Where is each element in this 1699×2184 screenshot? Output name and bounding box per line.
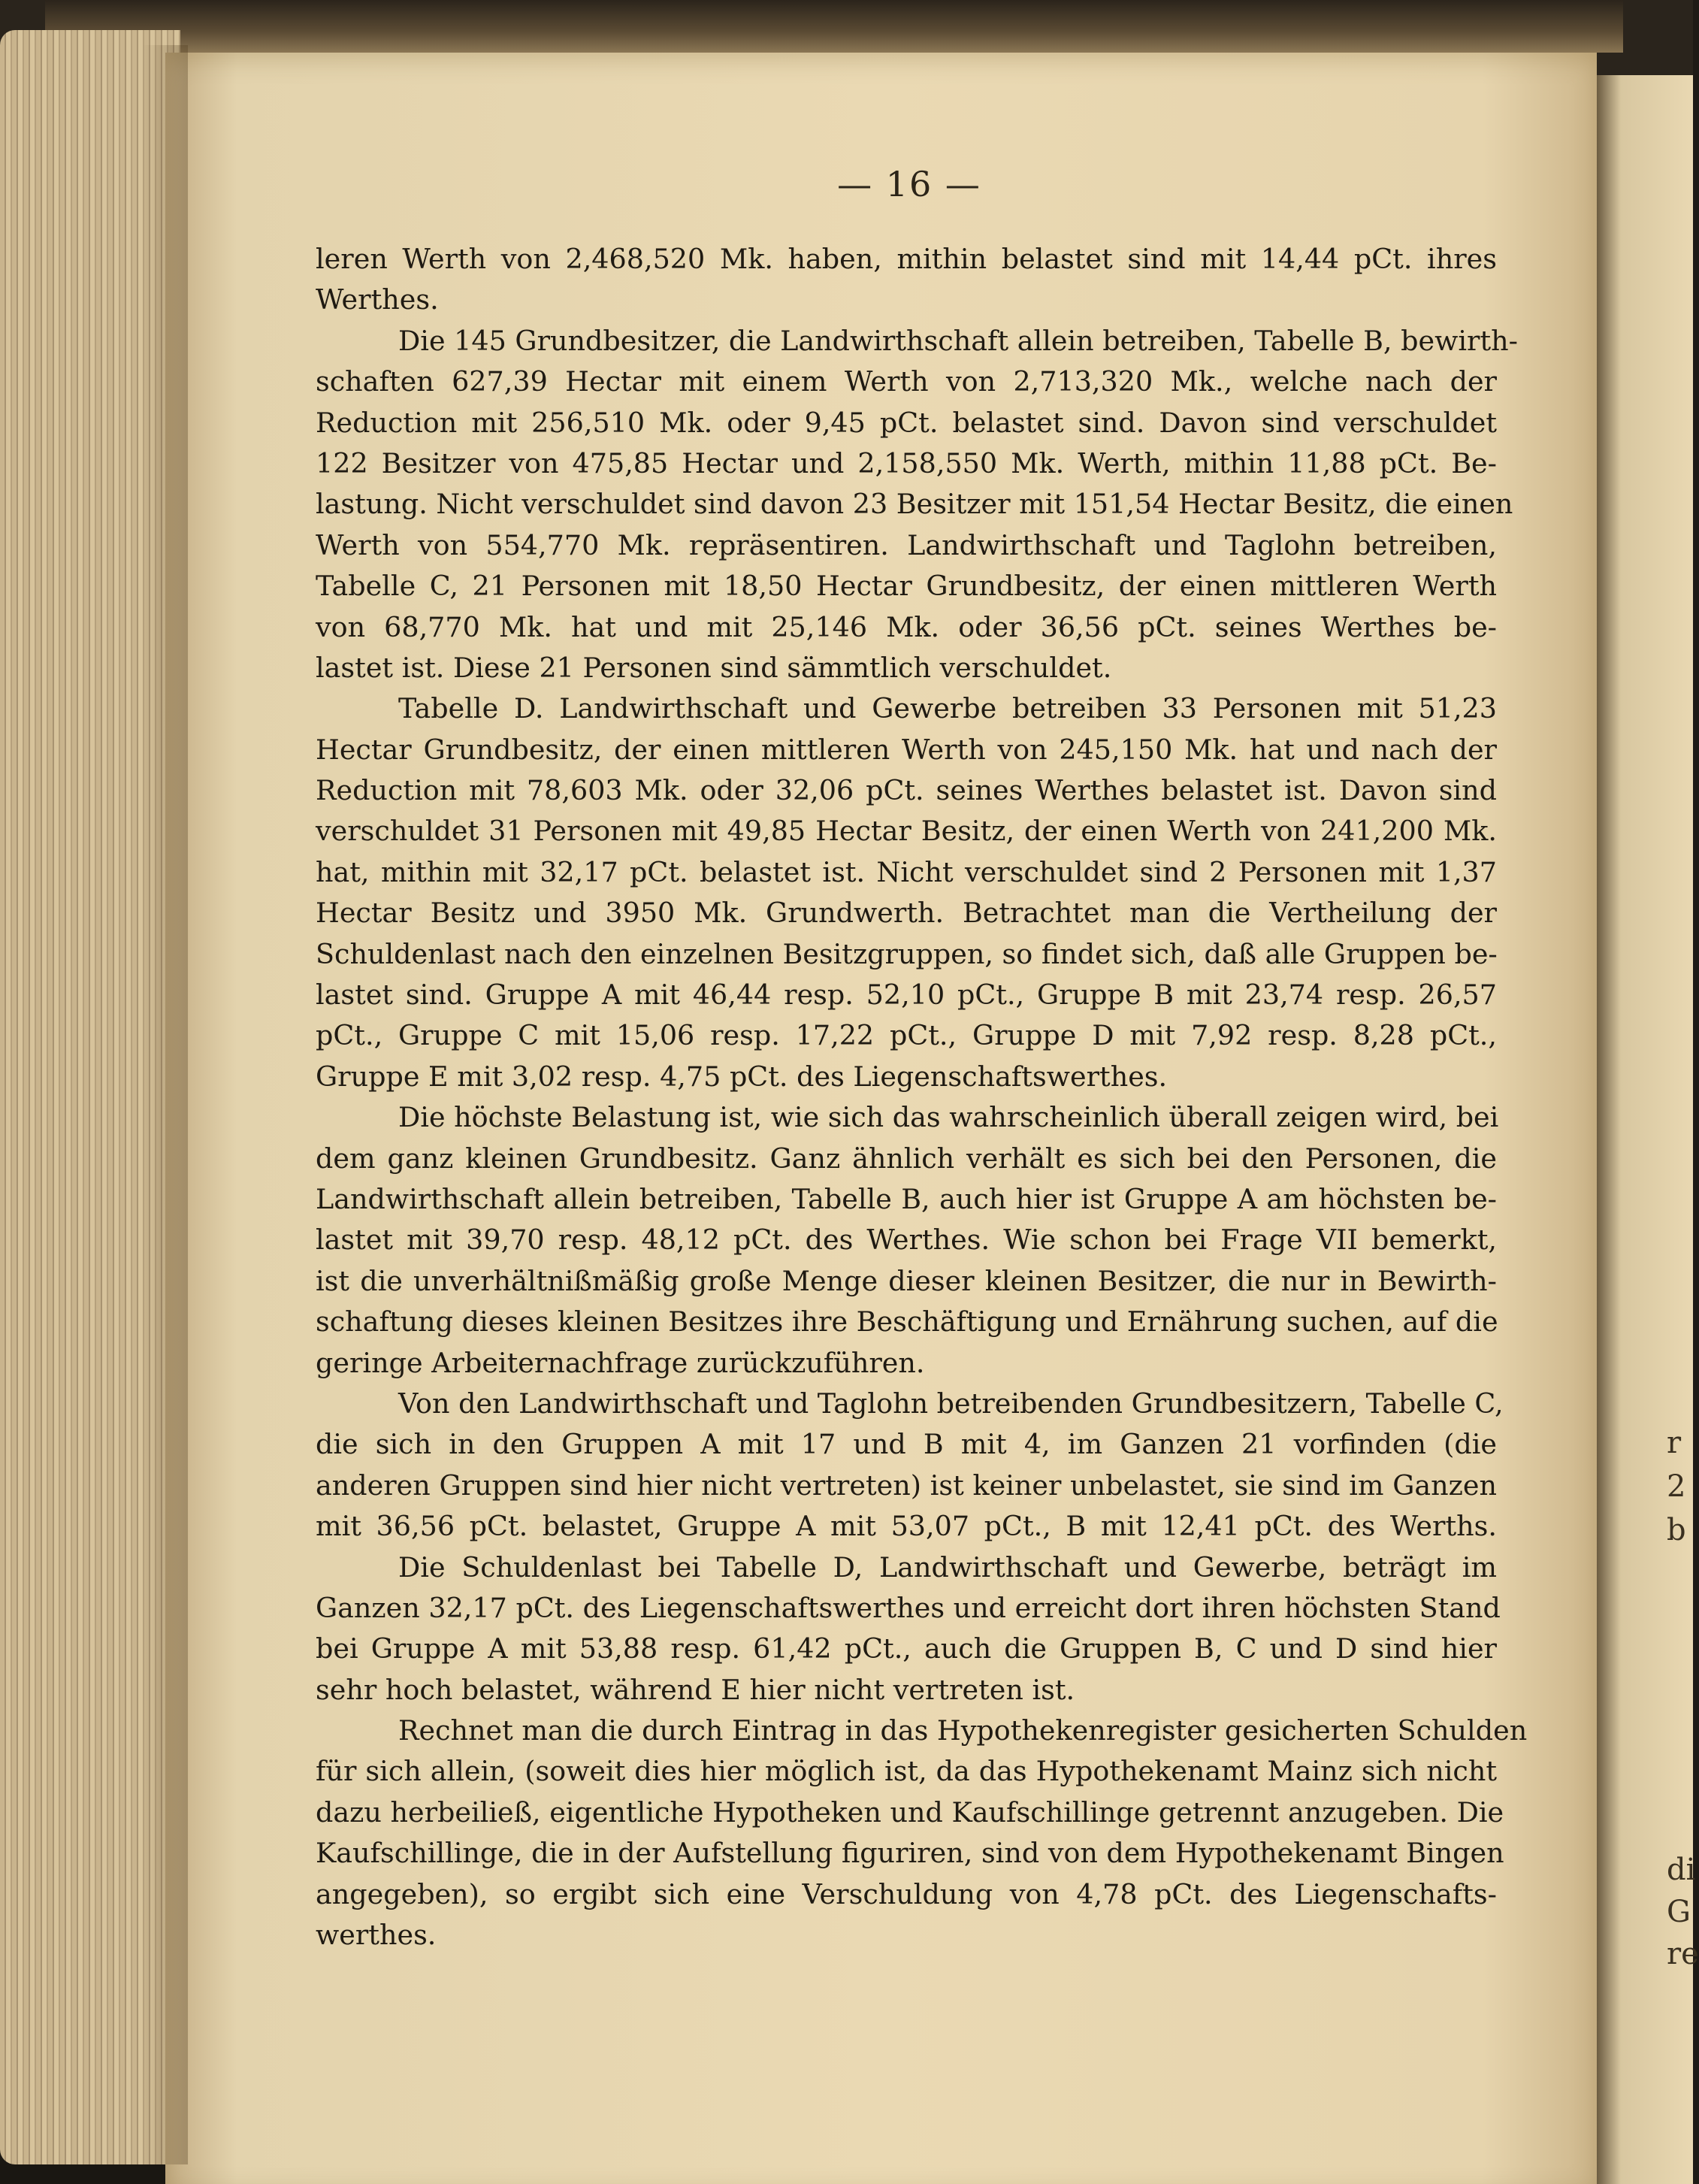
text-line: dem ganz kleinen Grundbesitz. Ganz ähnlich verhält es sich bei den Personen, die (316, 1142, 1497, 1175)
text-line: Hectar Grundbesitz, der einen mittleren Werth von 245,150 Mk. hat und nach der (316, 733, 1497, 766)
body-text (316, 239, 1528, 1956)
text-line: Die Schuldenlast bei Tabelle D, Landwirthschaft und Gewerbe, beträgt im (398, 1550, 1497, 1584)
text-line: werthes. (316, 1919, 437, 1952)
facing-page-fragment: G (1667, 1895, 1691, 1929)
facing-page-fragment: r (1667, 1426, 1682, 1460)
text-line: Reduction mit 256,510 Mk. oder 9,45 pCt. belastet sind. Davon sind verschuldet (316, 406, 1497, 439)
text-line: von 68,770 Mk. hat und mit 25,146 Mk. oder 36,56 pCt. seines Werthes be- (316, 610, 1497, 643)
text-line: Die höchste Belastung ist, wie sich das wahrscheinlich überall zeigen wird, bei (398, 1101, 1499, 1134)
text-line: lastet sind. Gruppe A mit 46,44 resp. 52,10 pCt., Gruppe B mit 23,74 resp. 26,57 (316, 979, 1497, 1012)
text-line: hat, mithin mit 32,17 pCt. belastet ist. Nicht verschuldet sind 2 Personen mit 1,37 (316, 855, 1497, 888)
text-line: 122 Besitzer von 475,85 Hectar und 2,158,550 Mk. Werth, mithin 11,88 pCt. Be- (316, 446, 1497, 479)
facing-page-fragment: re (1667, 1937, 1699, 1971)
text-line: Landwirthschaft allein betreiben, Tabelle B, auch hier ist Gruppe A am höchsten be- (316, 1182, 1497, 1215)
page-number: — 16 — (837, 164, 981, 204)
facing-page-fragment: 2 (1667, 1469, 1686, 1504)
text-line: pCt., Gruppe C mit 15,06 resp. 17,22 pCt., Gruppe D mit 7,92 resp. 8,28 pCt., (316, 1019, 1497, 1052)
text-line: Schuldenlast nach den einzelnen Besitzgruppen, so findet sich, daß alle Gruppen be- (316, 937, 1498, 970)
text-line: angegeben), so ergibt sich eine Verschuldung von 4,78 pCt. des Liegenschafts- (316, 1877, 1497, 1910)
text-line: verschuldet 31 Personen mit 49,85 Hectar Besitz, der einen Werth von 241,200 Mk. (316, 815, 1497, 848)
text-line: Rechnet man die durch Eintrag in das Hypothekenregister gesicherten Schulden (398, 1714, 1528, 1747)
text-line: Von den Landwirthschaft und Taglohn betreibenden Grundbesitzern, Tabelle C, (398, 1387, 1504, 1420)
text-line: bei Gruppe A mit 53,88 resp. 61,42 pCt., auch die Gruppen B, C und D sind hier (316, 1632, 1497, 1665)
book-binding-top (45, 0, 1623, 53)
text-line: Ganzen 32,17 pCt. des Liegenschaftswerthes und erreicht dort ihren höchsten Stand (316, 1591, 1501, 1624)
text-line: lastet mit 39,70 resp. 48,12 pCt. des Werthes. Wie schon bei Frage VII bemerkt, (316, 1224, 1497, 1257)
text-line: die sich in den Gruppen A mit 17 und B mit 4, im Ganzen 21 vorfinden (die (316, 1428, 1497, 1461)
text-line: schaftung dieses kleinen Besitzes ihre Beschäftigung und Ernährung suchen, auf die (316, 1305, 1498, 1339)
text-line: mit 36,56 pCt. belastet, Gruppe A mit 53,07 pCt., B mit 12,41 pCt. des Werths. (316, 1510, 1497, 1543)
text-line: Werth von 554,770 Mk. repräsentiren. Landwirthschaft und Taglohn betreiben, (316, 528, 1497, 561)
text-line: Tabelle C, 21 Personen mit 18,50 Hectar Grundbesitz, der einen mittleren Werth (316, 570, 1497, 603)
text-line: für sich allein, (soweit dies hier möglich ist, da das Hypothekenamt Mainz sich nicht (316, 1755, 1497, 1788)
text-line: Die 145 Grundbesitzer, die Landwirthschaft allein betreiben, Tabelle B, bewirth- (398, 324, 1518, 357)
text-line: anderen Gruppen sind hier nicht vertreten) ist keiner unbelastet, sie sind im Ganzen (316, 1469, 1497, 1502)
text-line: schaften 627,39 Hectar mit einem Werth von 2,713,320 Mk., welche nach der (316, 365, 1497, 398)
text-line: lastet ist. Diese 21 Personen sind sämmtlich verschuldet. (316, 651, 1112, 684)
text-line: Hectar Besitz und 3950 Mk. Grundwerth. Betrachtet man die Vertheilung der (316, 897, 1497, 930)
text-line: Gruppe E mit 3,02 resp. 4,75 pCt. des Liegenschaftswerthes. (316, 1060, 1168, 1093)
text-line: Werthes. (316, 283, 439, 316)
text-line: leren Werth von 2,468,520 Mk. haben, mithin belastet sind mit 14,44 pCt. ihres (316, 243, 1497, 275)
gutter-shadow (143, 45, 188, 2164)
text-line: dazu herbeiließ, eigentliche Hypotheken und Kaufschillinge getrennt anzugeben. Die (316, 1795, 1504, 1829)
text-line: Reduction mit 78,603 Mk. oder 32,06 pCt. seines Werthes belastet ist. Davon sind (316, 774, 1497, 807)
text-line: Tabelle D. Landwirthschaft und Gewerbe betreiben 33 Personen mit 51,23 (398, 692, 1497, 725)
text-line: geringe Arbeiternachfrage zurückzuführen. (316, 1346, 925, 1379)
facing-page-fragment: di (1667, 1853, 1696, 1887)
text-line: ist die unverhältnißmäßig große Menge dieser kleinen Besitzer, die nur in Bewirth- (316, 1264, 1497, 1297)
text-line: Kaufschillinge, die in der Aufstellung figuriren, sind von dem Hypothekenamt Bingen (316, 1837, 1504, 1870)
text-line: lastung. Nicht verschuldet sind davon 23 Besitzer mit 151,54 Hectar Besitz, die einen (316, 488, 1513, 521)
facing-page-fragment: b (1667, 1513, 1686, 1547)
text-line: sehr hoch belastet, während E hier nicht vertreten ist. (316, 1673, 1075, 1706)
